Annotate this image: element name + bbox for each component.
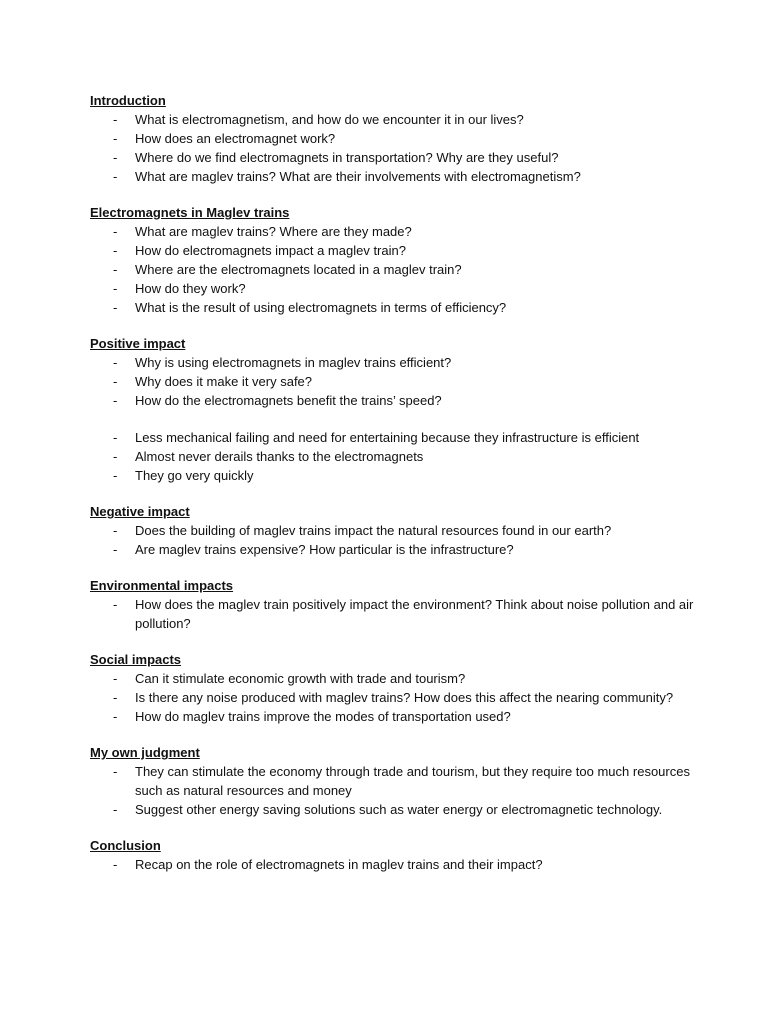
bullet-text: Recap on the role of electromagnets in maglev trains and their impact? <box>135 857 543 872</box>
bullet-dash: - <box>113 709 118 724</box>
bullet-text: What are maglev trains? What are their involvements with electromagnetism? <box>135 169 581 184</box>
bullet-list <box>90 222 710 317</box>
bullet-dash: - <box>113 262 118 277</box>
list-item <box>90 260 710 279</box>
bullet-dash: - <box>113 355 118 370</box>
bullet-dash: - <box>113 542 118 557</box>
section-heading: Positive impact <box>90 336 186 351</box>
bullet-dash: - <box>113 393 118 408</box>
bullet-dash: - <box>113 523 118 538</box>
bullet-list <box>90 353 710 410</box>
bullet-dash: - <box>113 597 118 612</box>
section-introduction <box>90 92 710 186</box>
list-item <box>90 521 710 540</box>
bullet-text: Where are the electromagnets located in a maglev train? <box>135 262 462 277</box>
section-heading: Introduction <box>90 93 166 108</box>
bullet-list <box>90 110 710 186</box>
section-heading: My own judgment <box>90 745 200 760</box>
list-item <box>90 110 710 129</box>
section-heading: Social impacts <box>90 652 182 667</box>
section-conclusion <box>90 837 710 874</box>
list-item <box>90 428 710 447</box>
bullet-list <box>90 428 710 485</box>
list-item <box>90 595 710 633</box>
list-item <box>90 167 710 186</box>
bullet-dash: - <box>113 374 118 389</box>
section-heading: Conclusion <box>90 838 161 853</box>
bullet-text: Is there any noise produced with maglev trains? How does this affect the nearing community? <box>135 690 674 705</box>
bullet-dash: - <box>113 243 118 258</box>
list-item <box>90 222 710 241</box>
list-item <box>90 372 710 391</box>
bullet-dash: - <box>113 690 118 705</box>
bullet-dash: - <box>113 468 118 483</box>
bullet-text: How does the maglev train positively impact the environment? Think about noise pollution and air pollution? <box>135 597 694 631</box>
bullet-text: What is electromagnetism, and how do we encounter it in our lives? <box>135 112 524 127</box>
bullet-dash: - <box>113 764 118 779</box>
section-heading: Electromagnets in Maglev trains <box>90 205 290 220</box>
bullet-dash: - <box>113 131 118 146</box>
bullet-dash: - <box>113 430 118 445</box>
bullet-text: Why does it make it very safe? <box>135 374 313 389</box>
list-item <box>90 707 710 726</box>
bullet-text: Are maglev trains expensive? How particular is the infrastructure? <box>135 542 514 557</box>
section-electromagnets-in-maglev-trains <box>90 204 710 317</box>
section-heading: Negative impact <box>90 504 190 519</box>
bullet-text: How do maglev trains improve the modes of transportation used? <box>135 709 511 724</box>
bullet-text: Suggest other energy saving solutions such as water energy or electromagnetic technology. <box>135 802 663 817</box>
bullet-text: Does the building of maglev trains impact the natural resources found in our earth? <box>135 523 612 538</box>
bullet-text: They can stimulate the economy through trade and tourism, but they require too much resources such as natural resources and money <box>135 764 690 798</box>
list-item <box>90 298 710 317</box>
bullet-dash: - <box>113 281 118 296</box>
bullet-list <box>90 595 710 633</box>
list-item <box>90 800 710 819</box>
bullet-text: Less mechanical failing and need for entertaining because they infrastructure is efficient <box>135 430 640 445</box>
bullet-dash: - <box>113 224 118 239</box>
bullet-text: How does an electromagnet work? <box>135 131 336 146</box>
bullet-list <box>90 855 710 874</box>
list-item <box>90 129 710 148</box>
bullet-dash: - <box>113 150 118 165</box>
bullet-list <box>90 669 710 726</box>
bullet-list <box>90 521 710 559</box>
bullet-dash: - <box>113 300 118 315</box>
list-item <box>90 241 710 260</box>
bullet-text: Can it stimulate economic growth with trade and tourism? <box>135 671 466 686</box>
list-item <box>90 391 710 410</box>
section-social-impacts <box>90 651 710 726</box>
bullet-dash: - <box>113 112 118 127</box>
list-item <box>90 148 710 167</box>
section-my-own-judgment <box>90 744 710 819</box>
bullet-text: How do they work? <box>135 281 246 296</box>
bullet-text: Almost never derails thanks to the electromagnets <box>135 449 424 464</box>
bullet-text: They go very quickly <box>135 468 254 483</box>
list-item <box>90 447 710 466</box>
section-heading: Environmental impacts <box>90 578 234 593</box>
bullet-text: Where do we find electromagnets in transportation? Why are they useful? <box>135 150 559 165</box>
list-item <box>90 353 710 372</box>
bullet-text: Why is using electromagnets in maglev trains efficient? <box>135 355 452 370</box>
bullet-dash: - <box>113 449 118 464</box>
bullet-dash: - <box>113 857 118 872</box>
list-item <box>90 669 710 688</box>
document-body <box>90 92 710 892</box>
section-negative-impact <box>90 503 710 559</box>
bullet-text: What is the result of using electromagnets in terms of efficiency? <box>135 300 507 315</box>
bullet-dash: - <box>113 671 118 686</box>
list-item <box>90 279 710 298</box>
list-item <box>90 540 710 559</box>
bullet-text: What are maglev trains? Where are they made? <box>135 224 412 239</box>
section-environmental-impacts <box>90 577 710 633</box>
list-item <box>90 688 710 707</box>
list-item <box>90 466 710 485</box>
list-item <box>90 855 710 874</box>
section-positive-impact <box>90 335 710 485</box>
bullet-dash: - <box>113 169 118 184</box>
bullet-list <box>90 762 710 819</box>
bullet-text: How do electromagnets impact a maglev train? <box>135 243 406 258</box>
list-item <box>90 762 710 800</box>
bullet-text: How do the electromagnets benefit the trains’ speed? <box>135 393 442 408</box>
bullet-dash: - <box>113 802 118 817</box>
